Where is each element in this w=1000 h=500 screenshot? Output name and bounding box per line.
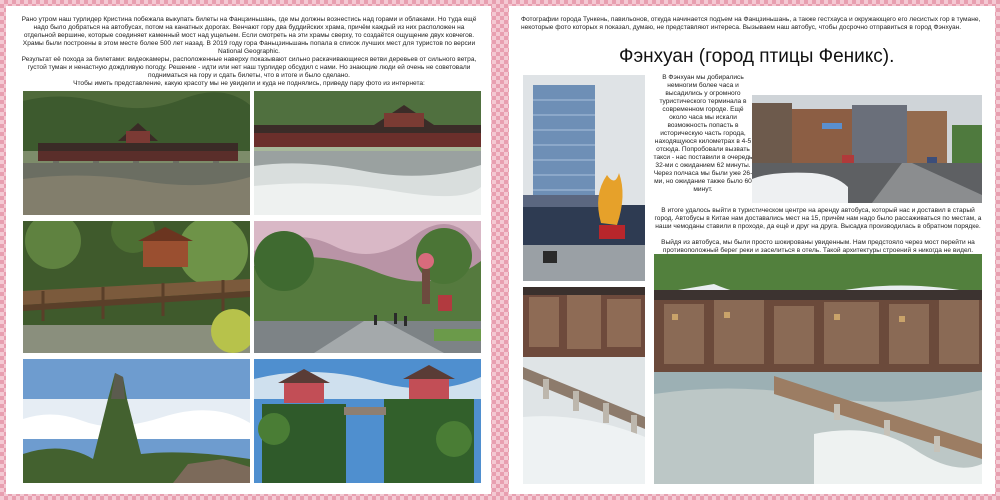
photo-wooden-bridge-forest <box>23 221 250 353</box>
intro-paragraph: Рано утром наш турлидер Кристина побежала выкупать билеты на Фанцзиньшань, где мы должны вознестись над горами и облаками. Но туда ещё надо было добраться на автобусах, потом на канатных дорогах. Венчают гору два буддийских храма, причём каждый из них расположен на отдельной вершине, которые соединяет каменный мост над ущельем. Если смотреть на эти храмы сверху, то создаётся ощущение двух ковчегов. Храмы были построены в этом месте более 500 лет назад. В 2019 году гора Фаньцзиньшань попала в список лучших мест для туристов по версии National Geographic. <box>21 16 477 55</box>
photo-pavilion-bridge-rapids <box>254 91 481 215</box>
photo-covered-bridge-river <box>23 91 250 215</box>
page-title: Фэнхуан (город птицы Феникс). <box>619 46 895 67</box>
photo-mountain-road-tourists <box>254 221 481 353</box>
right-page <box>509 6 995 494</box>
left-page <box>6 6 491 494</box>
photo-stilt-houses-green-mountains <box>654 254 982 484</box>
photo-modern-city-street <box>752 95 982 203</box>
bus-paragraph: В итоге удалось выйти в туристическом центре на аренду автобуса, который нас и доставил в старый город. Автобусы в Китае нам доставались мест на 15, причём нам надо было рассаживаться по местам, а наши чемоданы ставили в проходе, да ещё и друг на друга. Высадка производилась в обратном порядке. <box>654 207 982 230</box>
photos-caption: Чтобы иметь представление, какую красоту мы не увидели и куда не поднялись, приведу пару фото из интернета: <box>73 80 425 87</box>
photo-twin-temples-summit <box>254 359 481 483</box>
photo-old-town-bridge-waterfall <box>523 287 645 484</box>
photo-rock-peak-clouds <box>23 359 250 483</box>
arrival-old-town-paragraph: Выйдя из автобуса, мы были просто шокированы увиденным. Нам предстояло через мост перейти на противоположный берег реки и заселиться в отель. Такой архитектуры строений я никогда не видел. <box>661 239 975 254</box>
result-paragraph: Результат её похода за билетами: видеокамеры, расположенные наверху показывают сильно раскачивающиеся ветви деревьев от сильного ветра, густой туман и ненастную дождливую погоду. Решение - идти или нет наш турлидер обсудил с нами. Но знающие люди ей очень не советовали подниматься на гору и сдать билеты, что в итоге и было сделано. <box>21 56 477 79</box>
top-paragraph: Фотографии города Тункень, павильонов, откуда начинается подъем на Фанцзиньшань, а также гестхауса и окружающего его лесистых гор в тумане, некоторые фото которых я показал, думаю, не представляют интереса. Вызываем наш автобус, чтобы досрочно отправиться в город Фэнхуан. <box>521 16 981 31</box>
photo-tourist-terminal-phoenix-statue <box>523 75 645 281</box>
arrival-paragraph: В Фэнхуан мы добирались немногим более часа и высадились у огромного туристического терминала в современном городе. Ещё около часа мы искали возможность попасть в историческую часть города, находящуюся километрах в 4-5 отсюда. Попробовали вызвать такси - нас поставили в очередь 32-ми с ожиданием 62 минуты. Через полчаса мы были уже 26-ми, но ожидание также было 60 минут. <box>653 74 753 193</box>
